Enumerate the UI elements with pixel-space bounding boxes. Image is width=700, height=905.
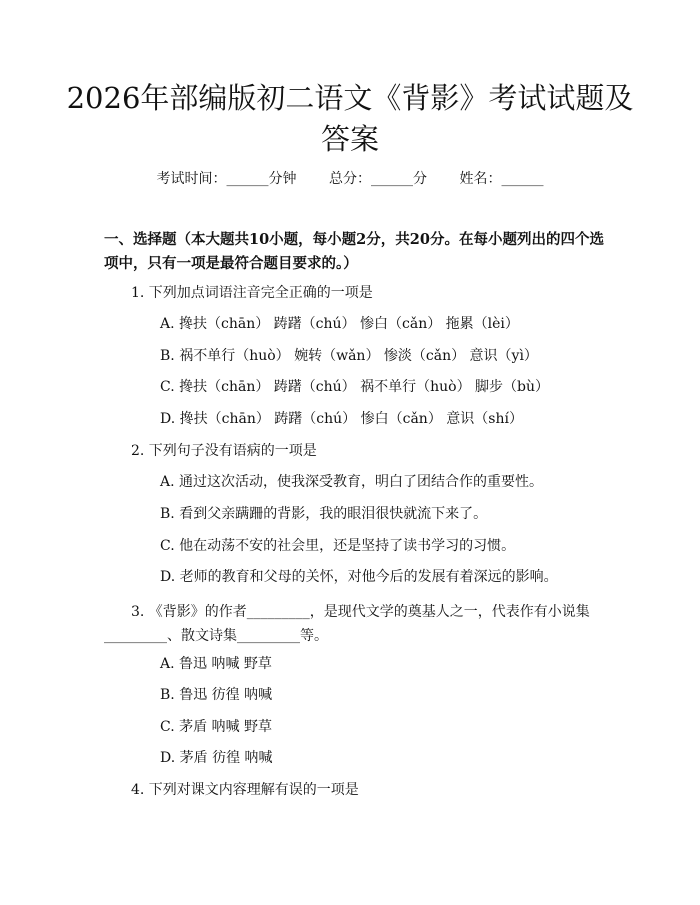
question-stem: 2. 下列句子没有语病的一项是 — [131, 443, 317, 459]
page-title: 2026年部编版初二语文《背影》考试试题及答案 — [66, 81, 634, 156]
option-c: C. 茅盾 呐喊 野草 — [160, 719, 273, 735]
option-c: C. 搀扶（chān） 踌躇（chú） 祸不单行（huò） 脚步（bù） — [160, 379, 549, 395]
section-heading-choice: 一、选择题（本大题共10小题，每小题2分，共20分。在每小题列出的四个选项中，只有一项是最符合题目要求的。） — [104, 231, 604, 272]
option-b: B. 祸不单行（huò） 婉转（wǎn） 惨淡（cǎn） 意识（yì） — [160, 348, 538, 364]
option-a: A. 鲁迅 呐喊 野草 — [160, 656, 272, 672]
total-score-field: 总分：______分 — [329, 171, 427, 187]
option-c: C. 他在动荡不安的社会里，还是坚持了读书学习的习惯。 — [160, 538, 516, 554]
option-a: A. 搀扶（chān） 踌躇（chú） 惨白（cǎn） 拖累（lèi） — [160, 316, 519, 332]
question-stem: 4. 下列对课文内容理解有误的一项是 — [131, 782, 359, 798]
option-d: D. 搀扶（chān） 踌躇（chú） 惨白（cǎn） 意识（shí） — [160, 411, 523, 427]
question-stem: 1. 下列加点词语注音完全正确的一项是 — [131, 285, 373, 301]
exam-time-field: 考试时间：______分钟 — [156, 171, 297, 187]
question-stem: 3. 《背影》的作者_________，是现代文学的奠基人之一，代表作有小说集_________、散文诗集_________等。 — [104, 604, 590, 644]
exam-meta — [0, 168, 700, 188]
option-d: D. 老师的教育和父母的关怀，对他今后的发展有着深远的影响。 — [160, 569, 558, 585]
option-a: A. 通过这次活动，使我深受教育，明白了团结合作的重要性。 — [160, 474, 544, 490]
name-field: 姓名：______ — [459, 171, 544, 187]
option-b: B. 鲁迅 彷徨 呐喊 — [160, 687, 273, 703]
option-d: D. 茅盾 彷徨 呐喊 — [160, 750, 273, 766]
option-b: B. 看到父亲蹒跚的背影，我的眼泪很快就流下来了。 — [160, 506, 488, 522]
